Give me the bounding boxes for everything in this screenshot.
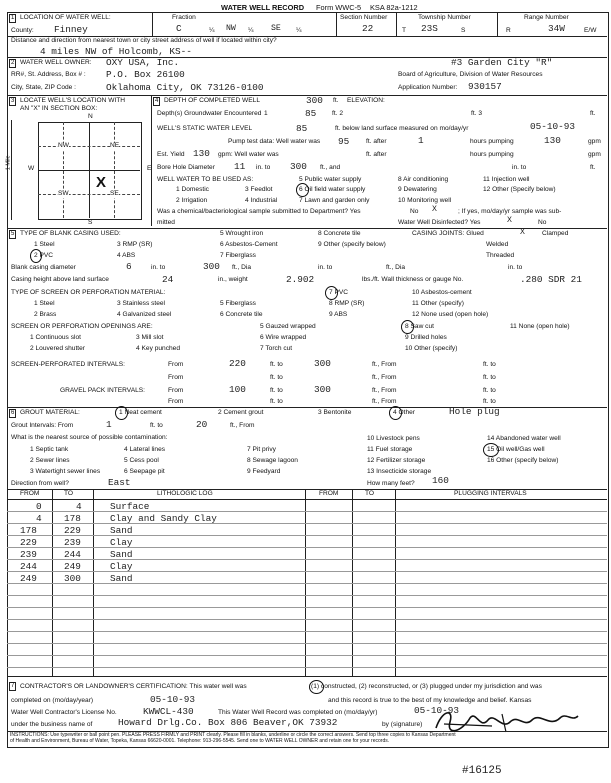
grout-from: 1 — [106, 419, 112, 430]
owner-address: P.O. Box 26100 — [106, 69, 185, 80]
record-id: #16125 — [462, 765, 502, 777]
circled-saw-cut — [401, 320, 414, 334]
screen-label: TYPE OF SCREEN OR PERFORATION MATERIAL: — [11, 289, 166, 296]
perforated-from: 220 — [229, 358, 246, 369]
fraction-label: Fraction — [172, 14, 196, 21]
fraction-c: C — [176, 23, 182, 34]
quadrant-ne: NE — [110, 142, 120, 149]
mile-label: 1 Mile — [5, 155, 12, 171]
range-label: Range Number — [524, 14, 569, 21]
county-label: County: — [11, 27, 34, 34]
owner-label: WATER WELL OWNER: — [20, 59, 92, 66]
contam-oil-gas-well: 15 Oil well/Gas well — [487, 446, 545, 453]
opening-saw-cut: 8 Saw cut — [405, 323, 434, 330]
business-name: Howard Drlg.Co. Box 806 Beaver,OK 73932 — [118, 717, 338, 728]
circled-pvc-casing — [30, 249, 42, 263]
quadrant-sw: SW — [58, 190, 69, 197]
circled-oil-field — [296, 183, 309, 197]
instructions-line-2: of Health and Environment, Bureau of Water, Topeka, Kansas 66620-0001. Telephone: 913-296-5545. Send one to WATER WELL OWNER and retain one for your records. — [10, 738, 390, 744]
distance-label: Distance and direction from nearest town or city street address of well if located within city? — [11, 37, 277, 44]
contamination-label: What is the nearest source of possible contamination: — [11, 434, 168, 441]
quadrant-se: SE — [110, 190, 119, 197]
form-title: WATER WELL RECORD — [221, 3, 305, 12]
contamination-direction: East — [108, 477, 131, 488]
application-label: Application Number: — [398, 84, 458, 91]
well-location-mark: X — [96, 174, 107, 191]
fraction-se: SE — [271, 24, 281, 33]
section-number-7: 7 — [11, 683, 15, 689]
static-level-value: 85 — [296, 123, 308, 134]
groundwater-label: Depth(s) Groundwater Encountered — [157, 110, 262, 117]
instructions-line-1: INSTRUCTIONS: Use typewriter or ball point pen. PLEASE PRESS FIRMLY and PRINT clearly. Please fill in blanks, underline or circle the correct answers. Send top three copies to Kansas Department — [10, 732, 456, 738]
pump-test-hours: 1 — [418, 135, 424, 146]
section-number-6: 6 — [11, 410, 15, 416]
grout-neat-cement: 1 Neat cement — [119, 409, 162, 416]
application-number: 930157 — [468, 81, 502, 92]
owner-city: Oklahoma City, OK 73126-0100 — [106, 82, 264, 93]
elevation-label: ELEVATION: — [347, 97, 385, 104]
static-level-date: 05-10-93 — [530, 121, 576, 132]
casing-weight: 2.902 — [286, 274, 315, 285]
record-date: 05-10-93 — [414, 705, 460, 716]
township-label: Township Number — [418, 14, 471, 21]
casing-diameter: 6 — [126, 261, 132, 272]
compass-s: S — [88, 219, 93, 226]
city-label: City, State, ZIP Code : — [11, 84, 76, 91]
section-number-4: 4 — [155, 98, 159, 104]
perforated-to: 300 — [314, 358, 331, 369]
ksa-reference: KSA 82a-1212 — [370, 3, 418, 12]
cert-constructed: (1) constructed, (2) reconstructed, or (3) plugged under my jurisdiction and was — [311, 683, 542, 690]
casing-pvc: 2 PVC — [34, 252, 54, 259]
quadrant-nw: NW — [58, 142, 69, 149]
owner-name: OXY USA, Inc. — [106, 57, 180, 68]
section-number-5: 5 — [11, 231, 15, 237]
compass-e: E — [147, 165, 152, 172]
openings-label: SCREEN OR PERFORATION OPENINGS ARE: — [11, 323, 153, 330]
range-value: 34W — [548, 23, 565, 34]
circled-neat-cement — [115, 406, 128, 420]
screen-pvc: 7 PVC — [329, 289, 349, 296]
compass-w: W — [28, 165, 35, 172]
fraction-nw: NW — [226, 24, 236, 33]
license-number: KWWCL-430 — [143, 706, 194, 717]
water-well-record-form: WATER WELL RECORD Form WWC-5 KSA 82a-1212 1 LOCATION OF WATER WELL: County: Finney Fraction C ¼ NW ¼ SE ¼ Section Number 22 Township Number T 23S S Range Number R 34W E/W Distance and direction from nearest town or city street address of well if located within city? 4 miles NW of Holcomb, KS-- 2 WATER WELL OWNER: OXY USA, Inc. #3 Garden City "R" RR#, St. Address, Box # : P.O. Box 26100 Board of Agriculture, Division of Water Resources City, State, ZIP Code : Oklahoma City, OK 73126-0100 Application Number: 930157 3 LOCATE WELL'S LOCATION WITH AN "X" IN SECTION BOX: N S W E 1 Mile NW NE SW SE X 4 DEPTH OF COMPLETED WELL 300 ft. ELEVATION: Depth(s) Groundwater Encountered 1 85 ft. 2 ft. 3 ft. WELL'S STATIC WATER LEVEL 85 ft. below land surface measured on mo/day/yr 05-10-93 Pump test data: Well water was 95 ft. after 1 hours pumping 130 gpm Est. Yield 130 gpm: Well water was ft. after hours pumping gpm Bore Hole Diameter 11 in. to 300 ft., and in. to ft. WELL WATER TO BE USED AS: 1 Domestic 2 Irrigation 3 Feedlot 4 Industrial 5 Public water supply 6 Oil field water supply 7 Lawn and garden only 8 Air conditioning 9 Dewatering 10 Monitoring well 11 Injection well 12 Other (Specify below) Was a chemical/bacteriological sample submitted to Department? Yes No X ; If yes, mo/day/yr sample was sub- mitted Water Well Disinfected? Yes X No 5 TYPE OF BLANK CASING USED: 1 Steel 2 PVC 3 RMP (SR) 4 ABS 5 Wrought iron 6 Asbestos-Cement 7 Fiberglass 8 Concrete tile 9 Other (specify below) CASING JOINTS: Glued X Clamped Welded Threaded Blank casing diameter 6 in. to 300 ft., Dia in. to ft., Dia in. to Casing height above land surface 24 in., weight 2.902 lbs./ft. Wall thickness or gauge No. .280 SDR 21 TYPE OF SCREEN OR PERFORATION MATERIAL: 1 Steel 2 Brass 3 Stainless steel 4 Galvanized steel 5 Fiberglass 6 Concrete tile 7 PVC 8 RMP (SR) 9 ABS 10 Asbestos-cement 11 Other (specify) 12 None used (open hole) SCREEN OR PERFORATION OPENINGS ARE: 1 Continuous slot 2 Louvered shutter 3 Mill slot 4 Key punched 5 Gauzed wrapped 6 Wire wrapped 7 Torch cut 8 Saw cut 9 Drilled holes 10 Other (specify) 11 None (open hole) SCREEN-PERFORATED INTERVALS: From 220 ft. to 300 ft., From ft. to From ft. to ft., From ft. to GRAVEL PACK INTERVALS: From 100 ft. to 300 ft., From ft. to From ft. to ft., From ft. to 6 GROUT MATERIAL: 1 Neat cement 2 Cement grout 3 Bentonite 4 Other Hole plug Grout Intervals: From 1 ft. to 20 ft., From What is the nearest source of possible contamination: 1 Septic tank 2 Sewer lines 3 Watertight sewer lines 4 Lateral lines 5 Cess pool 6 Seepage pit 7 Pit privy 8 Sewage lagoon 9 Feedyard 10 Livestock pens 11 Fuel storage 12 Fertilizer storage 13 Insecticide storage 14 Abandoned water well 15 Oil well/Gas well 16 Other (specify below) Direction from well? East How many feet? 160 FROM TO LITHOLOGIC LOG FROM TO PLUGGING INTERVALS 0 4 Surface 4 178 Clay and Sandy Clay 178 229 Sand 229 239 Clay 239 244 Sand 244 249 Clay 249 300 Sand 7 CONTRACTOR'S OR LANDOWNER'S CERTIFICATION: This water well was (1) constructed, (2) reconstructed, or (3) plugged under my jurisdiction and was completed on (mo/day/year) 05-10-93 and this record is true to the best of my knowledge and belief. Kansas Water Well Contractor's License No. KWWCL-430 This Water Well Record was completed on (mo/day/yr) 05-10-93 under the business name of Howard Drlg.Co. Box 806 Beaver,OK 73932 by (signature) INSTRUCTIONS: Use typewriter or ball point pen. PLEASE PRESS FIRMLY and PRINT clearly. Please fill in blanks, underline or circle the correct answers. Send top three copies to Kansas Department of Health and Environment, Bureau of Water, Topeka, Kansas 66620-0001. Telephone: 913-296-5545. Send one to WATER WELL OWNER and retain one for your records. #16125 — [0, 0, 611, 783]
depth-label: DEPTH OF COMPLETED WELL — [164, 97, 260, 104]
section-number-1: 1 — [11, 15, 15, 21]
location-label: LOCATION OF WATER WELL: — [20, 14, 111, 21]
bore-hole-diameter: 11 — [234, 161, 246, 172]
gravel-to: 300 — [314, 384, 331, 395]
board-label: Board of Agriculture, Division of Water Resources — [398, 71, 543, 78]
compass-n: N — [88, 113, 93, 120]
casing-height: 24 — [162, 274, 174, 285]
depth-value: 300 — [306, 95, 323, 106]
county-value: Finney — [54, 24, 88, 35]
use-oil-field: 6 Oil field water supply — [299, 186, 366, 193]
circled-constructed — [309, 680, 324, 694]
township-value: 23S — [421, 23, 438, 34]
circled-other — [389, 406, 402, 420]
static-level-label: WELL'S STATIC WATER LEVEL — [157, 125, 253, 132]
section-number-value: 22 — [362, 23, 374, 34]
circled-oil-gas-well — [483, 443, 499, 457]
section-grid — [38, 122, 142, 220]
grout-to: 20 — [196, 419, 208, 430]
est-yield: 130 — [193, 148, 210, 159]
casing-label: TYPE OF BLANK CASING USED: — [20, 230, 121, 237]
section-number-2: 2 — [11, 60, 15, 66]
casing-depth: 300 — [203, 261, 220, 272]
grout-label: GROUT MATERIAL: — [20, 409, 80, 416]
section-number-3: 3 — [11, 98, 15, 104]
circled-pvc-screen — [325, 286, 338, 300]
pump-test-ft: 95 — [338, 136, 350, 147]
gravel-from: 100 — [229, 384, 246, 395]
contamination-feet: 160 — [432, 475, 449, 486]
bore-hole-depth: 300 — [290, 161, 307, 172]
use-label: WELL WATER TO BE USED AS: — [157, 176, 254, 183]
grout-other: 4 Other — [393, 409, 415, 416]
completed-date: 05-10-93 — [150, 694, 196, 705]
well-name: #3 Garden City "R" — [451, 57, 553, 68]
pump-test-gpm: 130 — [544, 135, 561, 146]
section-number-label: Section Number — [340, 14, 388, 21]
form-number: Form WWC-5 — [316, 3, 362, 12]
distance-value: 4 miles NW of Holcomb, KS-- — [40, 46, 192, 57]
address-label: RR#, St. Address, Box # : — [11, 71, 86, 78]
groundwater-depth-1: 85 — [305, 108, 317, 119]
grout-other-value: Hole plug — [449, 406, 500, 417]
wall-thickness: .280 SDR 21 — [520, 274, 582, 285]
